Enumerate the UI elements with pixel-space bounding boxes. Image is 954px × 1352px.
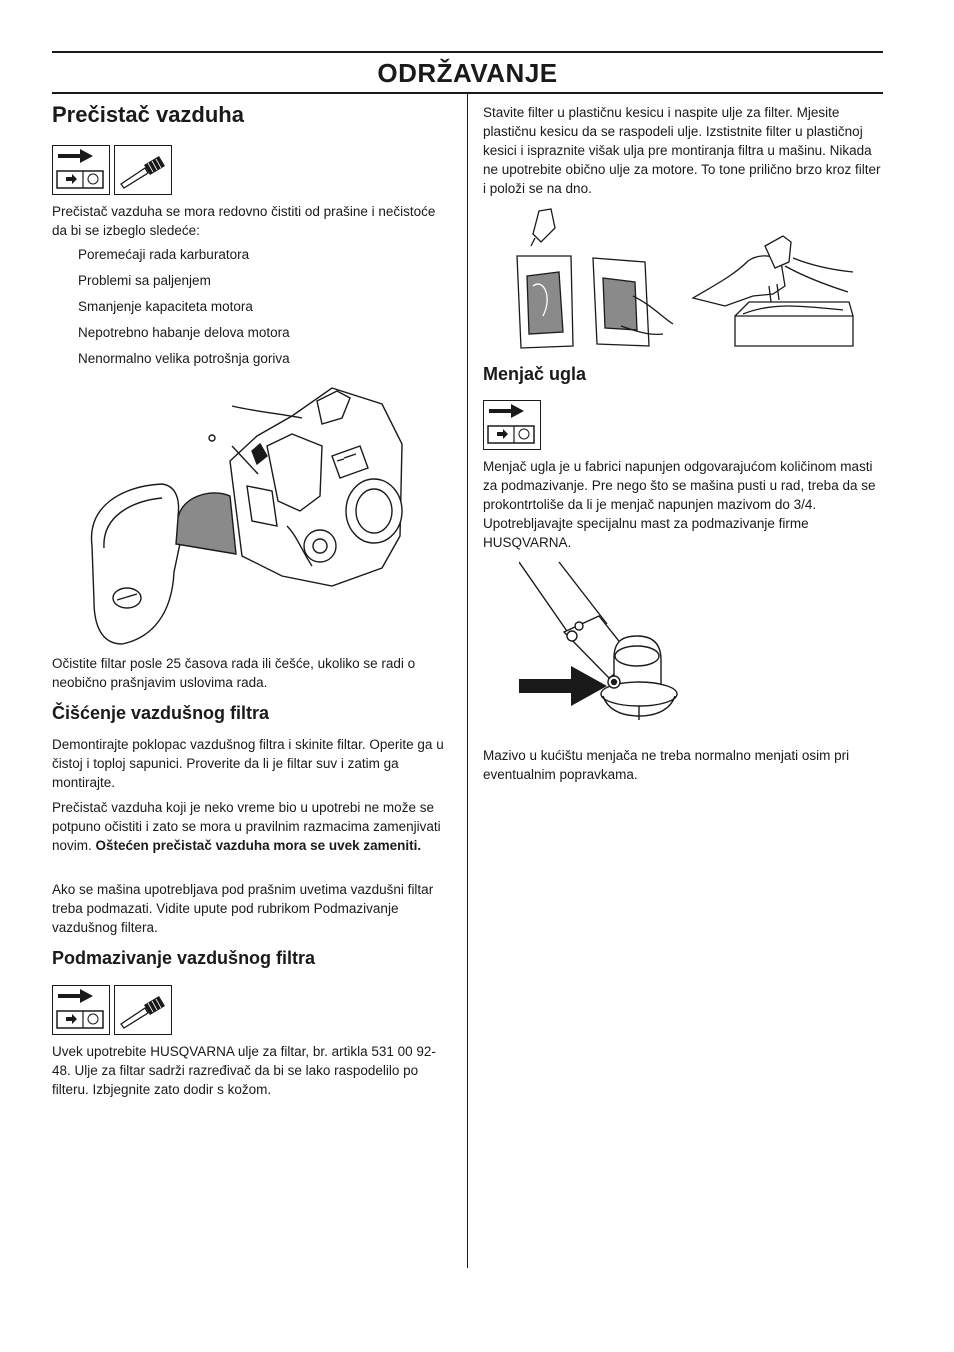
list-item: Smanjenje kapaciteta motora (78, 299, 253, 314)
filter-cleaning-p2 (52, 798, 450, 855)
list-item: Problemi sa paljenjem (78, 273, 211, 288)
section-title-filter-oiling: Podmazivanje vazdušnog filtra (52, 948, 316, 968)
air-filter-problem-list (52, 242, 450, 372)
cleaning-brush-icon (114, 985, 172, 1035)
filter-cleaning-p3: Ako se mašina upotrebljava pod prašnim uvetima vazdušni filtar treba podmazati. Vidite upute pod rubrikom Podmazivanje vazdušnog filtera. (52, 882, 434, 935)
header-rule-top (52, 51, 883, 53)
filter-cleaning-warning: Oštećen prečistač vazduha mora se uvek zameniti. (95, 838, 422, 853)
clean-interval-text: Očistite filtar posle 25 časova rada ili češće, ukoliko se radi o neobično prašnjavim uslovima rada. (52, 656, 416, 690)
maintenance-schedule-icon (483, 400, 541, 450)
page-title: ODRŽAVANJE (377, 58, 558, 88)
list-item: Poremećaji rada karburatora (78, 247, 250, 262)
bevel-gear-p2: Mazivo u kućištu menjača ne treba normalno menjati osim pri eventualnim popravkama. (483, 748, 850, 782)
filter-cleaning-p1: Demontirajte poklopac vazdušnog filtra i skinite filtar. Operite ga u čistoj i toplој sapunici. Proverite da li je filtar suv i zatim ga montirajte. (52, 737, 444, 790)
filter-oiling-steps: Stavite filter u plastičnu kesicu i naspite ulje za filter. Mjesite plastičnu kesicu da se raspodeli ulje. Izstistnite filter u plastičnoj kesici i ispraznite višak ulja pre montiranja filtra u mašinu. Nikada ne upotrebite obično ulje za motore. To tone prilično brzo kroz filter i položi se na dno. (483, 105, 881, 196)
maintenance-schedule-icon (52, 985, 110, 1035)
section-title-air-filter: Prečistač vazduha (52, 102, 244, 127)
air-filter-intro: Prečistač vazduha se mora redovno čistiti od prašine i nečistoće da bi se izbeglo sledeće: (52, 204, 436, 238)
column-divider (467, 94, 468, 1268)
bevel-gear-illustration (519, 560, 699, 730)
filter-oiling-illustration (513, 206, 858, 356)
list-item: Nepotrebno habanje delova motora (78, 325, 290, 340)
cleaning-brush-icon (114, 145, 172, 195)
maintenance-schedule-icon (52, 145, 110, 195)
filter-cleaning-p2-text: Prečistač vazduha koji je neko vreme bio u upotrebi ne može se potpuno očistiti i zato se mora u pravilnim razmacima zamenjivati novim. (52, 800, 441, 853)
engine-air-filter-illustration (82, 376, 412, 648)
icon-row-filter-oiling (52, 985, 172, 1035)
section-title-filter-cleaning: Čišćenje vazdušnog filtra (52, 703, 270, 723)
filter-oiling-p1: Uvek upotrebite HUSQVARNA ulje za filtar, br. artikla 531 00 92-48. Ulje za filtar sadrži razređivač da bi se lako raspodelilo po filteru. Izbjegnite zato dodir s kožom. (52, 1044, 436, 1097)
section-title-bevel-gear: Menjač ugla (483, 364, 587, 384)
list-item: Nenormalno velika potrošnja goriva (78, 351, 290, 366)
icon-row-air-filter (52, 145, 172, 195)
bevel-gear-p1: Menjač ugla je u fabrici napunjen odgovarajućom količinom masti za podmazivanje. Pre nego što se mašina pusti u rad, treba da se prokontrtoliše da li je menjač napunjen mazivom do 3/4. Upotrebljavajte specijalnu mast za podmazivanje firme HUSQVARNA. (483, 459, 876, 550)
